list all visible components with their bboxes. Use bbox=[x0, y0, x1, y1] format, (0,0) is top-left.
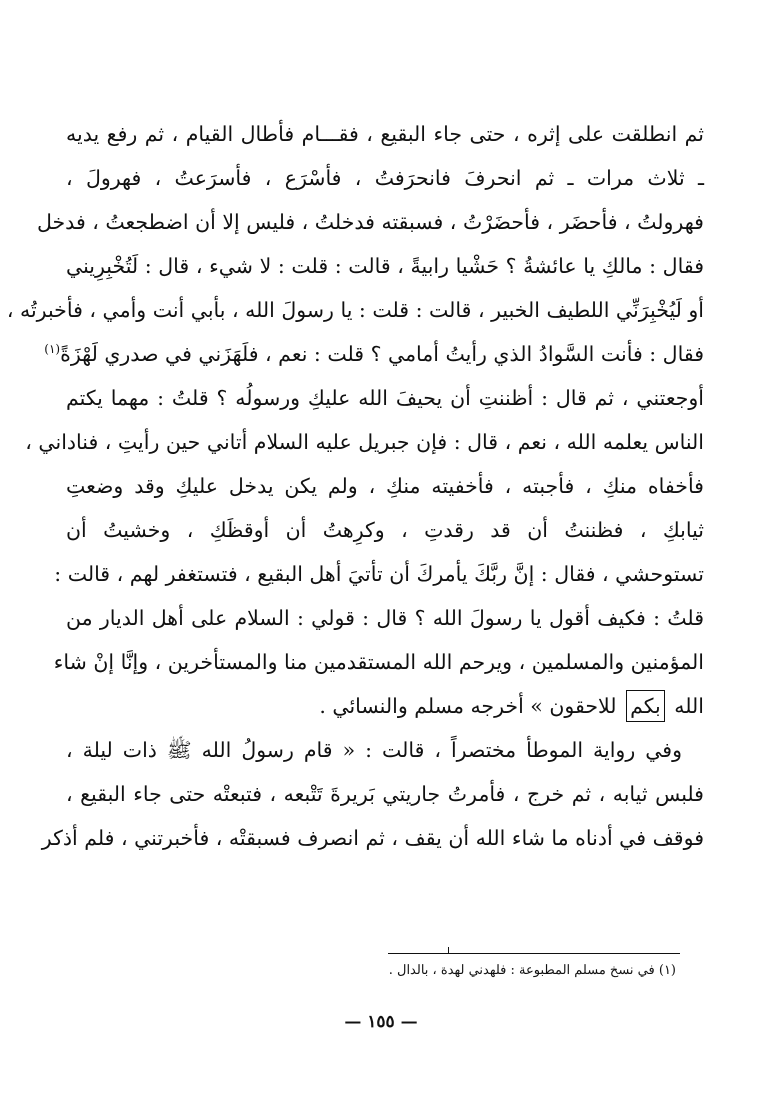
text-line-4: فقال : مالكِ يا عائشةُ ؟ حَشْيا رابيةً ، قالت : قلت : لا شيء ، قال : لَتُخْبِرِيني bbox=[66, 254, 704, 278]
text-line-2: ـ ثلاث مرات ـ ثم انحرفَ فانحرَفتُ ، فأسْرَع ، فأسرَعتُ ، فهرولَ ، bbox=[66, 166, 704, 190]
text-line-10: ثيابكِ ، فظننتُ أن قد رقدتِ ، وكرِهتُ أن أوقظَكِ ، وخشيتُ أن bbox=[66, 518, 704, 542]
text-line-17: فوقف في أدناه ما شاء الله أن يقف ، ثم انصرف فسبقتْه ، فأخبرتني ، فلم أذكر bbox=[41, 826, 704, 850]
text-line-3: فهرولتُ ، فأحضَر ، فأحضَرْتُ ، فسبقته فدخلتُ ، فليس إلا أن اضطجعتُ ، فدخل bbox=[36, 210, 704, 234]
text-line-7: أوجعتني ، ثم قال : أظننتِ أن يحيفَ الله عليكِ ورسولُه ؟ قلتُ : مهما يكتم bbox=[66, 386, 704, 410]
text-line-14 bbox=[66, 684, 704, 728]
text-line-14-start: الله bbox=[674, 694, 704, 718]
text-line-14-end: للاحقون » أخرجه مسلم والنسائي . bbox=[319, 694, 617, 718]
text-line-6-body: فقال : فأنت السَّوادُ الذي رأيتُ أمامي ؟ قلت : نعم ، فلَهَزَني في صدري لَهْزَةً bbox=[60, 342, 704, 366]
main-text-block bbox=[6, 112, 704, 860]
bracketed-insertion: بكم bbox=[626, 690, 665, 722]
footnote-text: (١) في نسخ مسلم المطبوعة : فلهدني لهدة ، بالدال . bbox=[388, 963, 676, 978]
text-line-15: وفي رواية الموطأ مختصراً ، قالت : « قام رسولُ الله ﷺ ذات ليلة ، bbox=[66, 738, 682, 762]
text-line-1: ثم انطلقت على إثره ، حتى جاء البقيع ، فقـــام فأطال القيام ، ثم رفع يديه bbox=[66, 122, 704, 146]
page-number: — ١٥٥ — bbox=[344, 1012, 418, 1032]
text-line-11: تستوحشي ، فقال : إنَّ ربَّكَ يأمركَ أن تأتيَ أهل البقيع ، فتستغفر لهم ، قالت : bbox=[54, 562, 704, 586]
footnote-separator bbox=[388, 953, 680, 954]
text-line-13: المؤمنين والمسلمين ، ويرحم الله المستقدمين منا والمستأخرين ، وإنَّا إنْ شاء bbox=[53, 650, 704, 674]
text-line-16: فلبس ثيابه ، ثم خرج ، فأمرتُ جاريتي بَريرةَ تَتْبعه ، فتبعتْه حتى جاء البقيع ، bbox=[66, 782, 704, 806]
text-line-6 bbox=[44, 332, 704, 376]
text-line-12: قلتُ : فكيف أقول يا رسولَ الله ؟ قال : قولي : السلام على أهل الديار من bbox=[66, 606, 704, 630]
text-line-8: الناس يعلمه الله ، نعم ، قال : فإن جبريل عليه السلام أتاني حين رأيتِ ، فناداني ، bbox=[25, 430, 704, 454]
footnote-separator-tick bbox=[448, 947, 449, 954]
footnote-reference: (١) bbox=[44, 342, 61, 357]
text-line-9: فأخفاه منكِ ، فأجبته ، فأخفيته منكِ ، ولم يكن يدخل عليكِ وقد وضعتِ bbox=[66, 474, 704, 498]
text-line-5: أو لَيُخْبِرَنِّي اللطيف الخبير ، قالت : قلت : يا رسولَ الله ، بأبي أنت وأمي ، فأخبرتُه ، bbox=[6, 298, 704, 322]
